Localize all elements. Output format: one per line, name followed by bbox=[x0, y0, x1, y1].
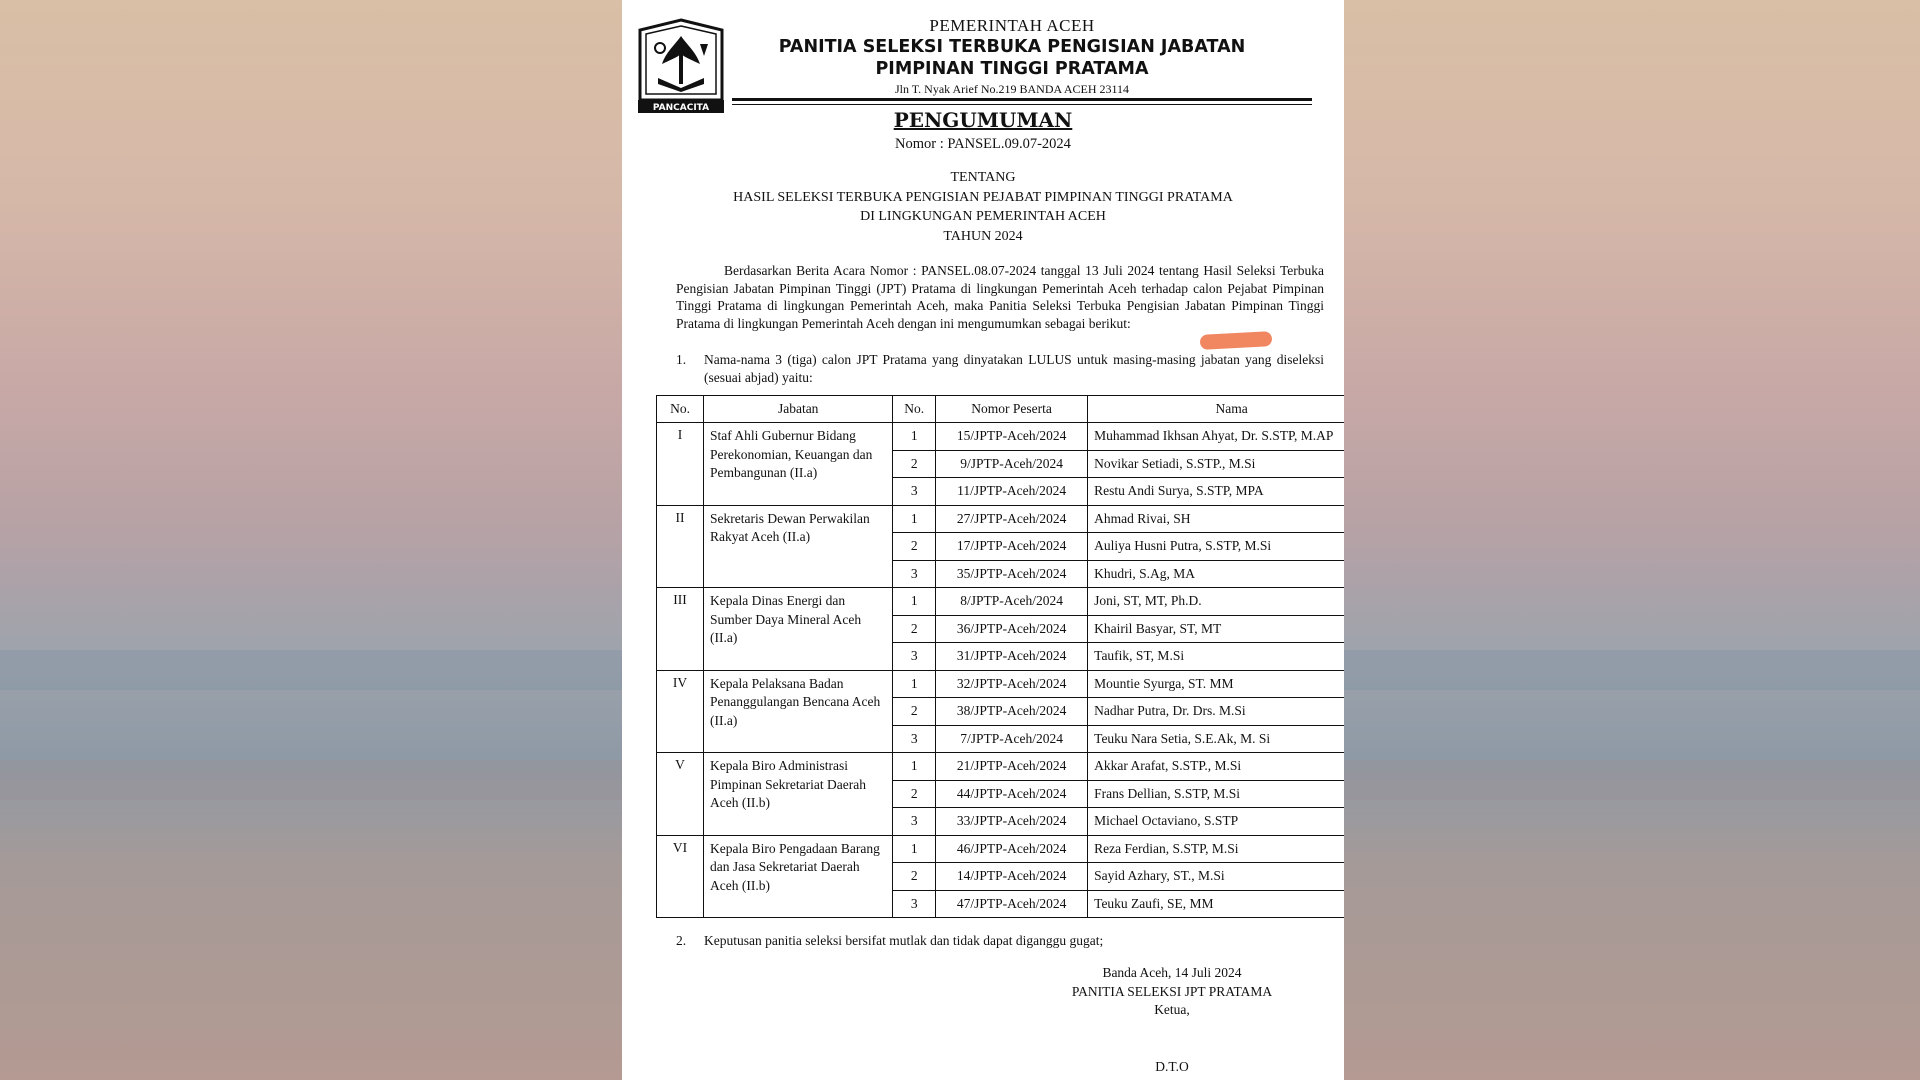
svg-text:PANCACITA: PANCACITA bbox=[652, 103, 710, 113]
header-position: Jabatan bbox=[704, 396, 893, 423]
about-label: TENTANG bbox=[950, 170, 1016, 185]
table-row bbox=[657, 753, 1345, 781]
header-no: No. bbox=[657, 396, 704, 423]
subject-line3: TAHUN 2024 bbox=[943, 228, 1023, 244]
participant-number: 31/JPTP-Aceh/2024 bbox=[936, 643, 1088, 671]
list-item-2 bbox=[676, 932, 1324, 952]
candidate-rank: 2 bbox=[893, 780, 936, 808]
participant-number: 17/JPTP-Aceh/2024 bbox=[936, 533, 1088, 561]
candidate-name: Reza Ferdian, S.STP, M.Si bbox=[1088, 835, 1344, 863]
position-number: V bbox=[657, 753, 704, 836]
position-title: Kepala Biro Administrasi Pimpinan Sekretariat Daerah Aceh (II.b) bbox=[704, 753, 893, 836]
table-row bbox=[657, 505, 1345, 533]
participant-number: 27/JPTP-Aceh/2024 bbox=[936, 505, 1088, 533]
position-title: Kepala Dinas Energi dan Sumber Daya Mineral Aceh (II.a) bbox=[704, 588, 893, 671]
candidate-name: Khudri, S.Ag, MA bbox=[1088, 560, 1344, 588]
committee-name-line2: PIMPINAN TINGGI PRATAMA bbox=[875, 59, 1149, 79]
table-row bbox=[657, 423, 1345, 451]
candidate-name: Restu Andi Surya, S.STP, MPA bbox=[1088, 478, 1344, 506]
candidate-name: Teuku Zaufi, SE, MM bbox=[1088, 890, 1344, 918]
government-name: PEMERINTAH ACEH bbox=[929, 16, 1095, 35]
candidate-rank: 2 bbox=[893, 698, 936, 726]
participant-number: 33/JPTP-Aceh/2024 bbox=[936, 808, 1088, 836]
aceh-emblem-logo bbox=[636, 18, 726, 114]
list-item-number: 2. bbox=[676, 933, 687, 948]
candidate-rank: 2 bbox=[893, 615, 936, 643]
highlight-mark bbox=[1200, 331, 1273, 350]
position-title: Sekretaris Dewan Perwakilan Rakyat Aceh (II.a) bbox=[704, 505, 893, 588]
candidate-rank: 2 bbox=[893, 533, 936, 561]
announcement-title: PENGUMUMAN bbox=[893, 108, 1073, 132]
dto-mark: D.T.O bbox=[1155, 1058, 1189, 1074]
candidate-rank: 1 bbox=[893, 505, 936, 533]
letterhead bbox=[732, 0, 1292, 97]
position-title: Kepala Pelaksana Badan Penanggulangan Bencana Aceh (II.a) bbox=[704, 670, 893, 753]
results-table bbox=[656, 395, 1344, 918]
letterhead-rule-thick bbox=[732, 98, 1312, 101]
participant-number: 35/JPTP-Aceh/2024 bbox=[936, 560, 1088, 588]
signature-block bbox=[1062, 964, 1282, 1076]
candidate-rank: 1 bbox=[893, 670, 936, 698]
candidate-name: Nadhar Putra, Dr. Drs. M.Si bbox=[1088, 698, 1344, 726]
candidate-rank: 1 bbox=[893, 588, 936, 616]
participant-number: 32/JPTP-Aceh/2024 bbox=[936, 670, 1088, 698]
results-body bbox=[657, 423, 1345, 918]
position-title: Kepala Biro Pengadaan Barang dan Jasa Sekretariat Daerah Aceh (II.b) bbox=[704, 835, 893, 918]
header-name: Nama bbox=[1088, 396, 1344, 423]
list-item-number: 1. bbox=[676, 352, 687, 367]
letterhead-rule-thin bbox=[732, 104, 1312, 105]
participant-number: 44/JPTP-Aceh/2024 bbox=[936, 780, 1088, 808]
candidate-name: Taufik, ST, M.Si bbox=[1088, 643, 1344, 671]
candidate-rank: 3 bbox=[893, 478, 936, 506]
candidate-rank: 3 bbox=[893, 643, 936, 671]
candidate-rank: 3 bbox=[893, 560, 936, 588]
candidate-name: Novikar Setiadi, S.STP., M.Si bbox=[1088, 450, 1344, 478]
candidate-name: Michael Octaviano, S.STP bbox=[1088, 808, 1344, 836]
position-number: I bbox=[657, 423, 704, 506]
candidate-rank: 1 bbox=[893, 423, 936, 451]
subject-line1: HASIL SELEKSI TERBUKA PENGISIAN PEJABAT PIMPINAN TINGGI PRATAMA bbox=[733, 189, 1233, 205]
candidate-name: Mountie Syurga, ST. MM bbox=[1088, 670, 1344, 698]
header-participant-number: Nomor Peserta bbox=[936, 396, 1088, 423]
subject-line2: DI LINGKUNGAN PEMERINTAH ACEH bbox=[860, 209, 1106, 224]
candidate-name: Muhammad Ikhsan Ahyat, Dr. S.STP, M.AP bbox=[1088, 423, 1344, 451]
place-date: Banda Aceh, 14 Juli 2024 bbox=[1102, 965, 1242, 980]
committee-address: Jln T. Nyak Arief No.219 BANDA ACEH 23114 bbox=[894, 82, 1130, 96]
participant-number: 46/JPTP-Aceh/2024 bbox=[936, 835, 1088, 863]
table-row bbox=[657, 670, 1345, 698]
participant-number: 21/JPTP-Aceh/2024 bbox=[936, 753, 1088, 781]
committee-name-line1: PANITIA SELEKSI TERBUKA PENGISIAN JABATAN bbox=[778, 37, 1246, 57]
candidate-name: Sayid Azhary, ST., M.Si bbox=[1088, 863, 1344, 891]
candidate-name: Khairil Basyar, ST, MT bbox=[1088, 615, 1344, 643]
participant-number: 9/JPTP-Aceh/2024 bbox=[936, 450, 1088, 478]
candidate-rank: 3 bbox=[893, 890, 936, 918]
candidate-rank: 3 bbox=[893, 808, 936, 836]
signatory-committee: PANITIA SELEKSI JPT PRATAMA bbox=[1071, 983, 1273, 999]
candidate-rank: 1 bbox=[893, 753, 936, 781]
table-row bbox=[657, 588, 1345, 616]
list-item-text: Nama-nama 3 (tiga) calon JPT Pratama yang dinyatakan LULUS untuk masing-masing jabatan yang diseleksi (sesuai abjad) yaitu: bbox=[704, 352, 1324, 385]
participant-number: 36/JPTP-Aceh/2024 bbox=[936, 615, 1088, 643]
candidate-name: Teuku Nara Setia, S.E.Ak, M. Si bbox=[1088, 725, 1344, 753]
table-row bbox=[657, 835, 1345, 863]
candidate-rank: 2 bbox=[893, 863, 936, 891]
participant-number: 11/JPTP-Aceh/2024 bbox=[936, 478, 1088, 506]
participant-number: 15/JPTP-Aceh/2024 bbox=[936, 423, 1088, 451]
document-page bbox=[622, 0, 1344, 1080]
candidate-name: Akkar Arafat, S.STP., M.Si bbox=[1088, 753, 1344, 781]
participant-number: 7/JPTP-Aceh/2024 bbox=[936, 725, 1088, 753]
participant-number: 14/JPTP-Aceh/2024 bbox=[936, 863, 1088, 891]
table-header-row bbox=[657, 396, 1345, 423]
list-item-1 bbox=[676, 351, 1324, 391]
intro-paragraph: Berdasarkan Berita Acara Nomor : PANSEL.08.07-2024 tanggal 13 Juli 2024 tentang Hasil Seleksi Terbuka Pengisian Jabatan Pimpinan Tinggi (JPT) Pratama di lingkungan Pemerintah Aceh terhadap calon Pejabat Pimpinan Tinggi Pratama di lingkungan Pemerintah Aceh, maka Panitia Seleksi Terbuka Pengisian Jabatan Pimpinan Tinggi Pratama di lingkungan Pemerintah Aceh dengan ini mengumumkan sebagai berikut: bbox=[676, 263, 1324, 331]
participant-number: 47/JPTP-Aceh/2024 bbox=[936, 890, 1088, 918]
participant-number: 8/JPTP-Aceh/2024 bbox=[936, 588, 1088, 616]
announcement-subject bbox=[622, 168, 1344, 246]
signatory-role: Ketua, bbox=[1154, 1002, 1190, 1017]
position-number: II bbox=[657, 505, 704, 588]
position-number: III bbox=[657, 588, 704, 671]
candidate-rank: 2 bbox=[893, 450, 936, 478]
position-number: VI bbox=[657, 835, 704, 918]
list-item-text: Keputusan panitia seleksi bersifat mutlak dan tidak dapat diganggu gugat; bbox=[704, 933, 1104, 948]
header-rank: No. bbox=[893, 396, 936, 423]
candidate-name: Ahmad Rivai, SH bbox=[1088, 505, 1344, 533]
position-title: Staf Ahli Gubernur Bidang Perekonomian, Keuangan dan Pembangunan (II.a) bbox=[704, 423, 893, 506]
candidate-name: Frans Dellian, S.STP, M.Si bbox=[1088, 780, 1344, 808]
candidate-rank: 1 bbox=[893, 835, 936, 863]
participant-number: 38/JPTP-Aceh/2024 bbox=[936, 698, 1088, 726]
candidate-rank: 3 bbox=[893, 725, 936, 753]
position-number: IV bbox=[657, 670, 704, 753]
candidate-name: Auliya Husni Putra, S.STP, M.Si bbox=[1088, 533, 1344, 561]
announcement-number: Nomor : PANSEL.09.07-2024 bbox=[895, 136, 1071, 152]
signature-space bbox=[1062, 1020, 1282, 1058]
candidate-name: Joni, ST, MT, Ph.D. bbox=[1088, 588, 1344, 616]
